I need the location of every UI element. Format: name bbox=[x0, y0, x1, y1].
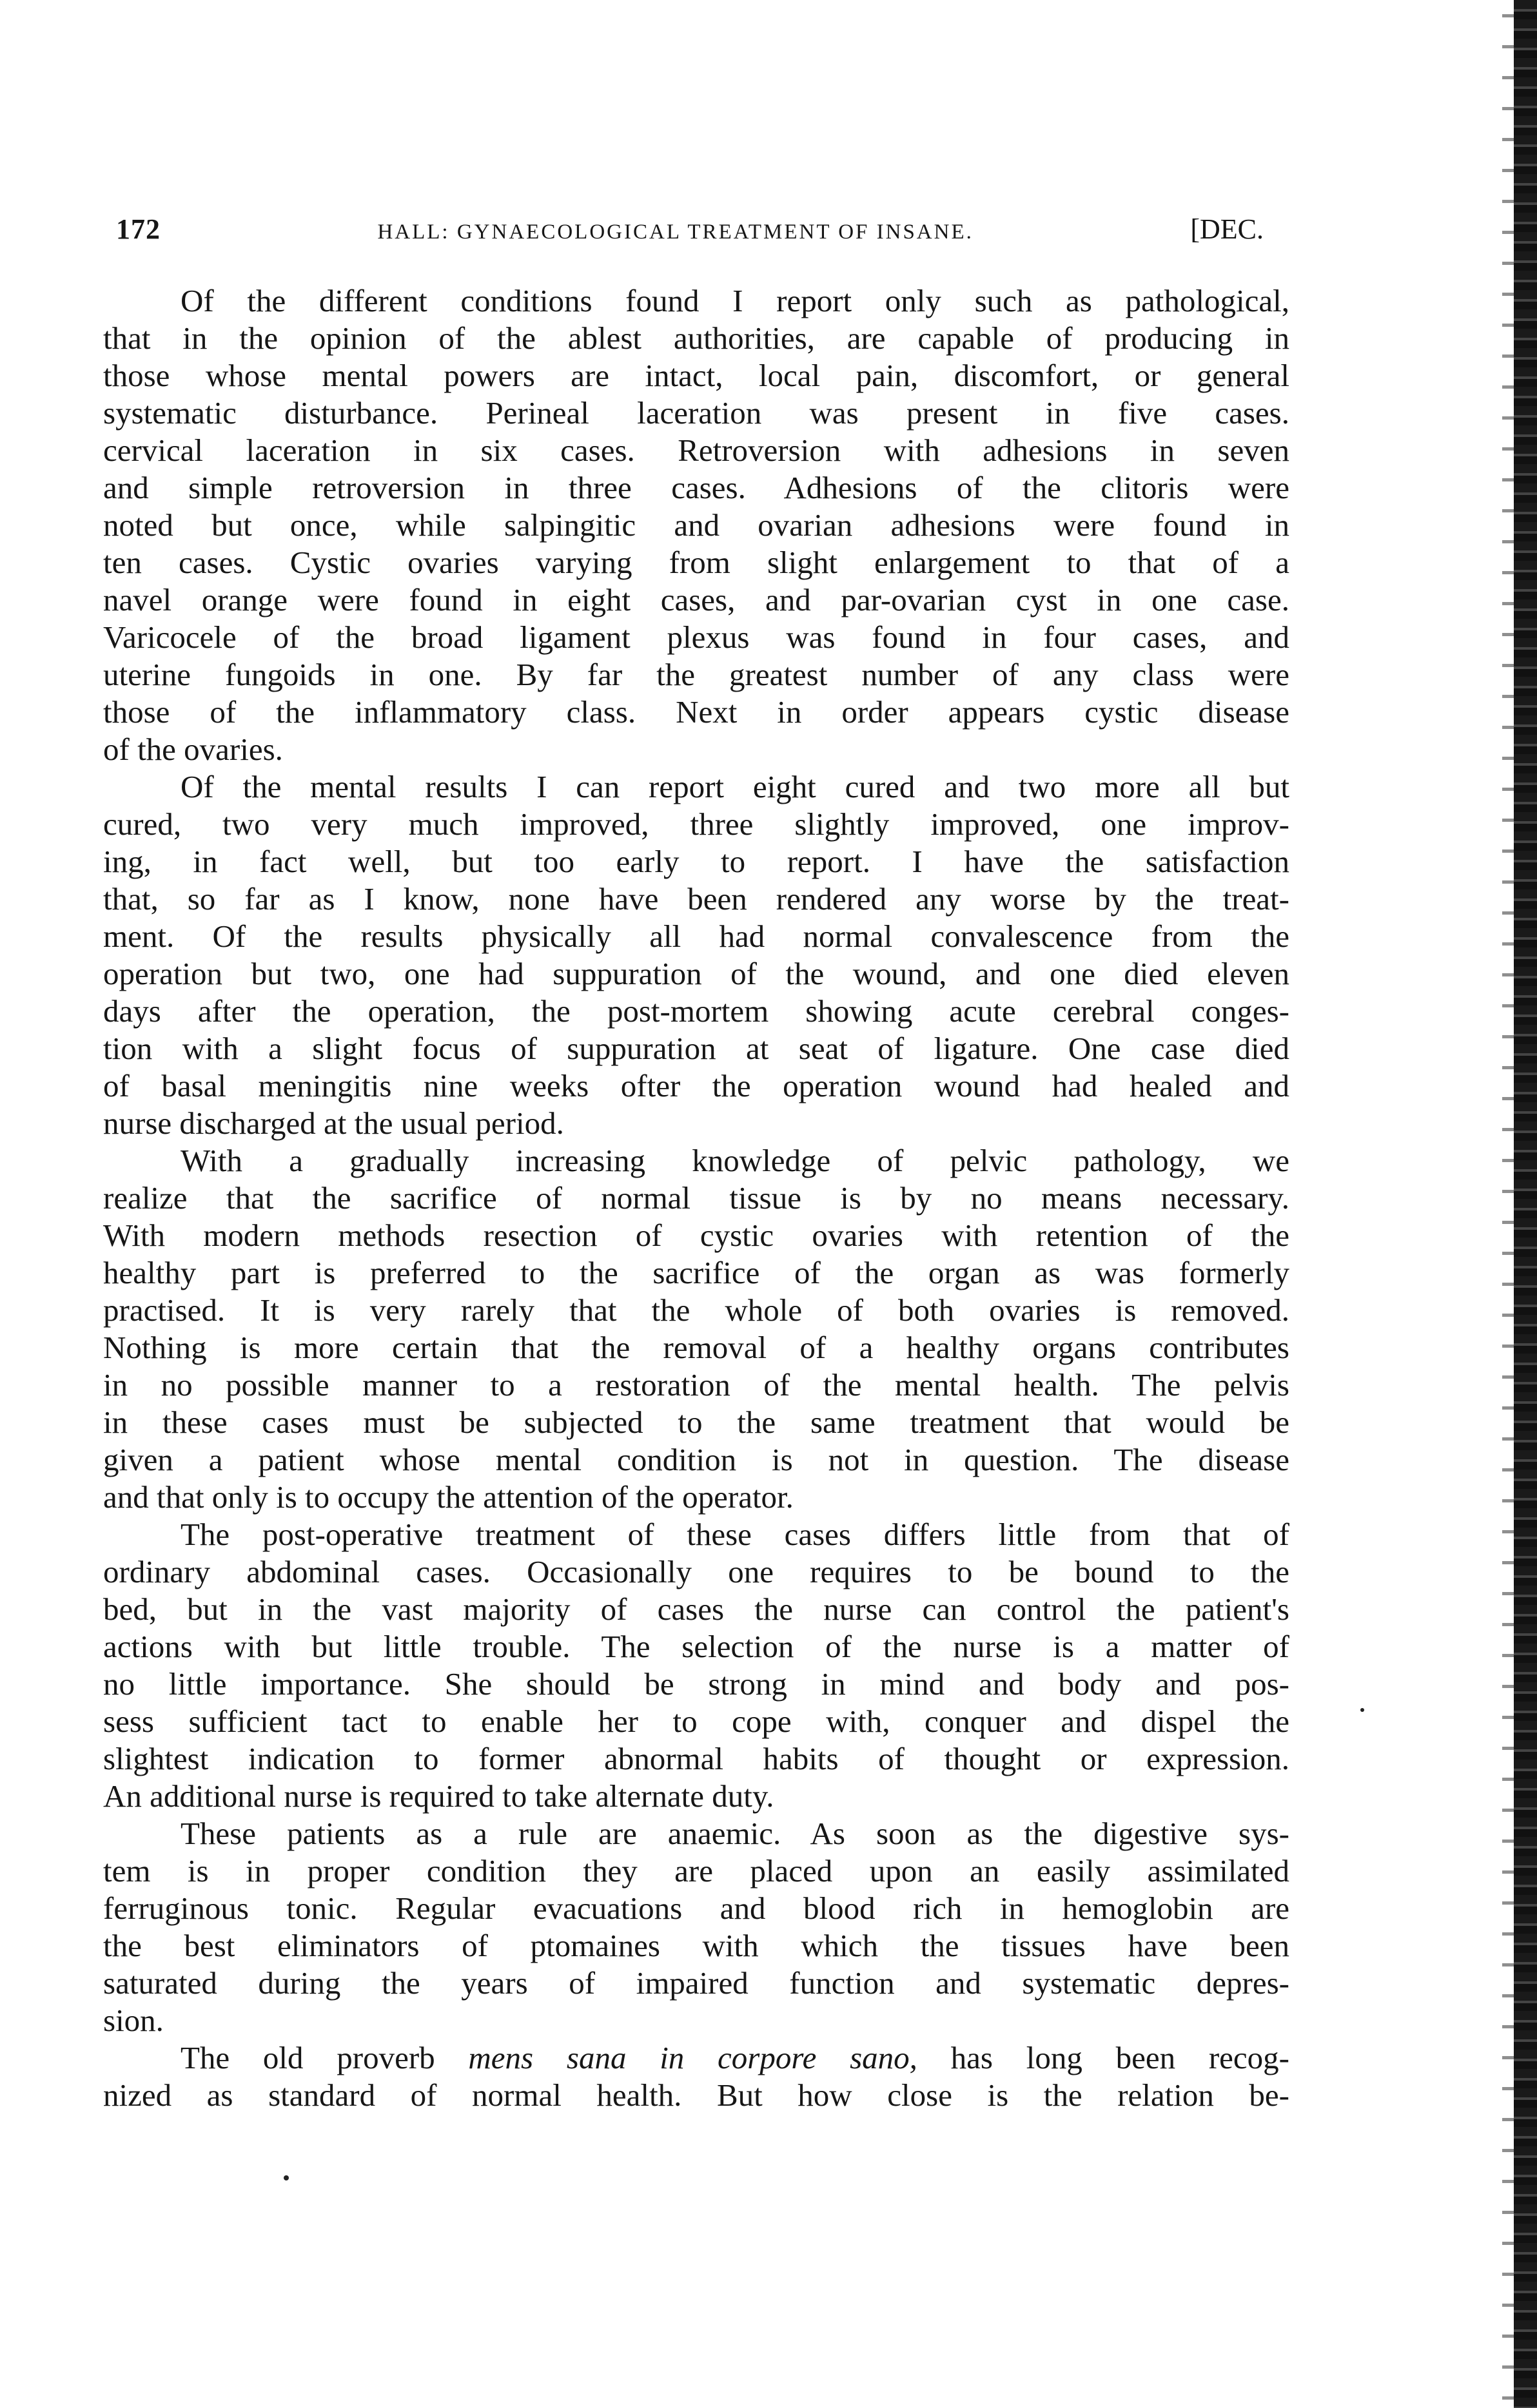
text-line: that in the opinion of the ablest authorities, are capable of producing in bbox=[103, 320, 1289, 356]
text-line: systematic disturbance. Perineal laceration was present in five cases. bbox=[103, 395, 1289, 431]
page-header bbox=[116, 213, 1264, 251]
body-text bbox=[103, 282, 1289, 2114]
text-line: of basal meningitis nine weeks ofter the operation wound had healed and bbox=[103, 1068, 1289, 1103]
text-line: given a patient whose mental condition is not in question. The disease bbox=[103, 1442, 1289, 1477]
text-line: ferruginous tonic. Regular evacuations and blood rich in hemoglobin are bbox=[103, 1890, 1289, 1926]
text-line: ordinary abdominal cases. Occasionally one requires to be bound to the bbox=[103, 1554, 1289, 1589]
text-line: and that only is to occupy the attention of the operator. bbox=[103, 1479, 794, 1515]
ink-speck bbox=[1360, 1708, 1364, 1712]
text-line: Varicocele of the broad ligament plexus was found in four cases, and bbox=[103, 619, 1289, 655]
text-line: and simple retroversion in three cases. Adhesions of the clitoris were bbox=[103, 470, 1289, 505]
text-line: in these cases must be subjected to the same treatment that would be bbox=[103, 1404, 1289, 1440]
latin-phrase: mens sana in corpore sano, bbox=[468, 2040, 917, 2075]
text-line: tion with a slight focus of suppuration at seat of ligature. One case died bbox=[103, 1031, 1289, 1066]
text-line: slightest indication to former abnormal habits of thought or expression. bbox=[103, 1741, 1289, 1776]
text-line: These patients as a rule are anaemic. As soon as the digestive sys- bbox=[181, 1816, 1289, 1851]
text-line: those whose mental powers are intact, local pain, discomfort, or general bbox=[103, 358, 1289, 393]
text-line: sion. bbox=[103, 2003, 164, 2038]
text-line: cervical laceration in six cases. Retroversion with adhesions in seven bbox=[103, 432, 1289, 468]
text-line: ten cases. Cystic ovaries varying from slight enlargement to that of a bbox=[103, 545, 1289, 580]
text-line: the best eliminators of ptomaines with which the tissues have been bbox=[103, 1928, 1289, 1963]
text-line: Of the different conditions found I report only such as pathological, bbox=[181, 283, 1289, 318]
text-line: operation but two, one had suppuration of the wound, and one died eleven bbox=[103, 956, 1289, 991]
text-line: healthy part is preferred to the sacrifice of the organ as was formerly bbox=[103, 1255, 1289, 1290]
text-line: sess sufficient tact to enable her to cope with, conquer and dispel the bbox=[103, 1704, 1289, 1739]
text-line: no little importance. She should be strong in mind and body and pos- bbox=[103, 1666, 1289, 1702]
binding-edge bbox=[1514, 0, 1537, 2408]
text-line: in no possible manner to a restoration of the mental health. The pelvis bbox=[103, 1367, 1289, 1403]
text-line: The post-operative treatment of these cases differs little from that of bbox=[181, 1517, 1289, 1552]
text-line bbox=[103, 2039, 1289, 2077]
text-line: those of the inflammatory class. Next in order appears cystic disease bbox=[103, 694, 1289, 730]
text-line: ment. Of the results physically all had normal convalescence from the bbox=[103, 918, 1289, 954]
text-line: actions with but little trouble. The selection of the nurse is a matter of bbox=[103, 1629, 1289, 1664]
text-line: With modern methods resection of cystic ovaries with retention of the bbox=[103, 1218, 1289, 1253]
text-line: saturated during the years of impaired function and systematic depres- bbox=[103, 1965, 1289, 2001]
text-line: Of the mental results I can report eight cured and two more all but bbox=[181, 769, 1289, 804]
text-line: ing, in fact well, but too early to report. I have the satisfaction bbox=[103, 844, 1289, 879]
text-line: that, so far as I know, none have been rendered any worse by the treat- bbox=[103, 881, 1289, 917]
text-line: tem is in proper condition they are placed upon an easily assimilated bbox=[103, 1853, 1289, 1889]
text-line: nized as standard of normal health. But how close is the relation be- bbox=[103, 2077, 1289, 2113]
ink-speck bbox=[284, 2175, 289, 2180]
text-line: Nothing is more certain that the removal of a healthy organs contributes bbox=[103, 1330, 1289, 1365]
text-line: With a gradually increasing knowledge of pelvic pathology, we bbox=[181, 1143, 1289, 1178]
text-line: An additional nurse is required to take alternate duty. bbox=[103, 1778, 774, 1814]
page-number: 172 bbox=[116, 213, 161, 245]
text-line: nurse discharged at the usual period. bbox=[103, 1105, 564, 1141]
text-line: uterine fungoids in one. By far the greatest number of any class were bbox=[103, 657, 1289, 692]
line-segment: has long been recog- bbox=[917, 2040, 1289, 2075]
text-line: noted but once, while salpingitic and ovarian adhesions were found in bbox=[103, 507, 1289, 543]
text-line: of the ovaries. bbox=[103, 732, 283, 767]
line-segment: The old proverb bbox=[181, 2040, 469, 2075]
text-line: bed, but in the vast majority of cases the nurse can control the patient's bbox=[103, 1591, 1289, 1627]
text-line: realize that the sacrifice of normal tissue is by no means necessary. bbox=[103, 1180, 1289, 1216]
section-mark: [DEC. bbox=[1190, 213, 1264, 245]
running-title: HALL: GYNAECOLOGICAL TREATMENT OF INSANE. bbox=[377, 220, 974, 244]
text-line: navel orange were found in eight cases, and par-ovarian cyst in one case. bbox=[103, 582, 1289, 617]
text-line: days after the operation, the post-mortem showing acute cerebral conges- bbox=[103, 993, 1289, 1029]
text-line: practised. It is very rarely that the whole of both ovaries is removed. bbox=[103, 1292, 1289, 1328]
text-line: cured, two very much improved, three slightly improved, one improv- bbox=[103, 806, 1289, 842]
